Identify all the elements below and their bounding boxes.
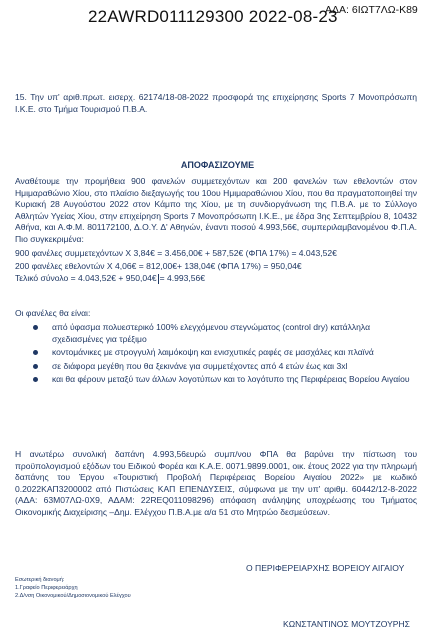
features-intro: Οι φανέλες θα είναι: xyxy=(15,308,91,318)
budget-paragraph: Η ανωτέρω συνολική δαπάνη 4.993,56ευρώ συμπ/νου ΦΠΑ θα βαρύνει την πίστωση του προϋπολογισμού εξόδων του Ειδικού Φορέα και Κ.Α.Ε. 0071.9899.0001, οικ. έτους 2022 για την πληρωμή δαπάνης του Έργου «Τουριστική Προβολή Περιφέρειας Βορείου Αιγαίου 2022» με κωδικό 0.2022ΚΑΠ3200002 από Πιστώσεις ΚΑΠ ΕΠΕΝΔΥΣΕΙΣ, σύμφωνα με την υπ' αριθμ. 60442/12-8-2022 (ΑΔΑ: 63Μ07ΛΩ-0Χ9, ΑΔΑΜ: 22REQ011098296) απόφαση ανάληψης υποχρέωσης του Τμήματος Οικονομικής Διαχείρισης –Δημ. Ελέγχου Π.Β.Α.με α/α 51 στο Μητρώο δεσμεύσεων. xyxy=(15,449,417,517)
cost-calculation xyxy=(15,247,417,285)
bullet-icon xyxy=(33,364,38,369)
list-item: σε διάφορα μεγέθη που θα ξεκινάνε για συμμετέχοντες από 4 ετών έως και 3xl xyxy=(30,361,420,373)
signatory-title: Ο ΠΕΡΙΦΕΡΕΙΑΡΧΗΣ ΒΟΡΕΙΟΥ ΑΙΓΑΙΟΥ xyxy=(246,563,405,573)
text-cursor xyxy=(158,274,159,284)
distribution-item: 1.Γραφείο Περιφερειάρχη xyxy=(15,585,78,591)
list-item: κοντομάνικες με στρογγυλή λαιμόκοψη και ενισχυτικές ραφές σε μασχάλες και πλαϊνά xyxy=(30,347,420,359)
internal-distribution xyxy=(15,576,131,600)
calc-total-sum: Τελικό σύνολο = 4.043,52€ + 950,04€ xyxy=(15,273,157,283)
calc-line-total xyxy=(15,272,417,285)
decision-heading: ΑΠΟΦΑΣΙΖΟΥΜΕ xyxy=(180,160,255,170)
ada-code: ΑΔΑ: 6ΙΩΤ7ΛΩ-Κ89 xyxy=(325,4,418,16)
decision-paragraph: Αναθέτουμε την προμήθεια 900 φανελών συμμετεχόντων και 200 φανελών των εθελοντών στον Ημιμαραθώνιο Χίου, στο πλαίσιο διεξαγωγής του 10ου Ημιμαραθώνιου Χίου, που θα πραγματοποιηθεί την Κυριακή 28 Αυγούστου 2022 στον Κάμπο της Χίου, με τη συνδιοργάνωση της Π.Β.Α. με το Σύλλογο Αθλητών Υγείας Χίου, στην επιχείρηση Sports 7 Μονοπρόσωπη Ι.Κ.Ε., με έδρα 3ης Σεπτεμβρίου 8, 10432 Αθήνα, και Α.Φ.Μ. 801172100, Δ.Ο.Υ. Δ' Αθηνών, έναντι ποσού 4.993,56€, συμπεριλαμβανομένου Φ.Π.Α. Πιο συγκεκριμένα: xyxy=(15,176,417,244)
item-15-paragraph: 15. Την υπ' αριθ.πρωτ. εισερχ. 62174/18-08-2022 προσφορά της επιχείρησης Sports 7 Μονοπρόσωπη Ι.Κ.Ε. στο Τμήμα Τουρισμού Π.Β.Α. xyxy=(15,92,417,114)
bullet-icon xyxy=(33,377,38,382)
bullet-icon xyxy=(33,325,38,330)
document-reference-code: 22AWRD011129300 2022-08-23 xyxy=(88,7,338,26)
features-list xyxy=(30,322,420,386)
calc-line-volunteers: 200 φανέλες εθελοντών Χ 4,06€ = 812,00€+ 138,04€ (ΦΠΑ 17%) = 950,04€ xyxy=(15,260,302,271)
distribution-item: 2.Δ/νση Οικονομικού/Δημοσιονομικού Ελέγχου xyxy=(15,593,131,599)
calc-total-result: = 4.993,56€ xyxy=(159,273,206,283)
signatory-name: ΚΩΝΣΤΑΝΤΙΝΟΣ ΜΟΥΤΖΟΥΡΗΣ xyxy=(283,619,410,629)
calc-line-participants: 900 φανέλες συμμετεχόντων Χ 3,84€ = 3.456,00€ + 587,52€ (ΦΠΑ 17%) = 4.043,52€ xyxy=(15,248,337,258)
list-item: και θα φέρουν μεταξύ των άλλων λογοτύπων και το λογότυπο της Περιφέρειας Βορείου Αιγαίου xyxy=(30,374,420,386)
distribution-heading: Εσωτερική διανομή: xyxy=(15,577,65,583)
bullet-icon xyxy=(33,350,38,355)
list-item: από ύφασμα πολυεστερικό 100% ελεγχόμενου στεγνώματος (control dry) κατάλληλα σχεδιασμένες για τρέξιμο xyxy=(30,322,420,345)
